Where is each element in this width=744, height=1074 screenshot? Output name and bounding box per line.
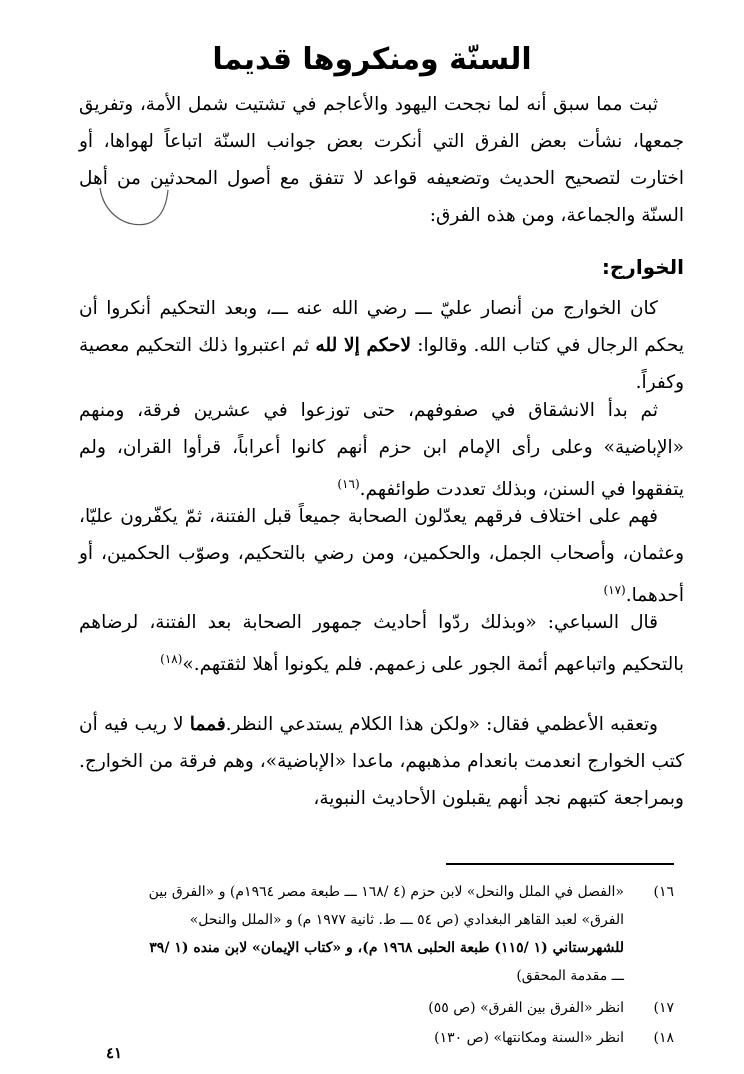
margin-pen-mark: [96, 184, 172, 230]
page-title: السنّة ومنكروها قديما: [212, 42, 532, 77]
paragraph-1: [79, 290, 684, 401]
paragraph-4: [79, 604, 684, 683]
footnote-18-number: ١٨): [653, 1030, 674, 1046]
footnote-16-line1: «الفصل في الملل والنحل» لابن حزم (٤ /١٦٨ ـــ طبعة مصر ١٩٦٤م) و «الفرق بين: [148, 884, 624, 900]
p4-text: قال السباعي: «وبذلك ردّوا أحاديث جمهور الصحابة بعد الفتنة، لرضاهم بالتحكيم واتباعهم أئمة الجور على زعمهم. فلم يكونوا أهلا لثقتهم.»: [79, 612, 684, 676]
p2-text: ثم بدأ الانشقاق في صفوفهم، حتى توزعوا في عشرين فرقة، ومنهم «الإباضية» وعلى رأى الإمام ابن حزم أنهم كانوا أعراباً، قرأوا القران، ولم يتفقهوا في السنن، وبذلك تعددت طوائفهم.: [79, 400, 684, 501]
footnote-16: [69, 878, 674, 990]
paragraph-5: [79, 706, 684, 817]
intro-text: ثبت مما سبق أنه لما نجحت اليهود والأعاجم في تشتيت شمل الأمة، وتفريق جمعها، نشأت بعض الفرق التي أنكرت بعض جوانب السنّة اتباعاً لهواها، أو اختارت لتصحيح الحديث وتضعيفه قواعد لا تتفق مع أصول المحدثين من أهل السنّة والجماعة، ومن هذه الفرق:: [79, 94, 684, 226]
p5-text-b: لا ريب فيه أن كتب الخوارج انعدمت بانعدام مذهبهم، ماعدا «الإباضية»، وهم فرقة من الخوارج. وبمراجعة كتبهم نجد أنهم يقبلون الأحاديث النبوية،: [79, 714, 684, 809]
p5-text-a: وتعقبه الأعظمي فقال: «ولكن هذا الكلام يستدعي النظر.: [225, 714, 658, 735]
footnote-18: [69, 1024, 674, 1052]
footnote-16-number: ١٦): [653, 884, 674, 900]
p1-text-a: كان الخوارج من أنصار عليّ ـــ رضي الله عنه ـــ، وبعد التحكيم أنكروا أن يحكم الرجال في كتاب الله. وقالوا:: [79, 298, 684, 356]
footnote-16-line3: للشهرستاني (١ /١١٥) طبعة الحلبى ١٩٦٨ م)، و «كتاب الإيمان» لابن منده (١ /٣٩: [149, 940, 624, 956]
p3-text: فهم على اختلاف فرقهم يعدّلون الصحابة جميعاً قبل الفتنة، ثمّ يكفّرون عليّا، وعثمان، وأصحاب الجمل، والحكمين، ومن رضي بالتحكيم، وصوّب الحكمين، أو أحدهما.: [79, 506, 684, 607]
footnote-ref-16: (١٦): [337, 477, 360, 491]
footnote-divider: [446, 863, 674, 865]
footnote-ref-18: (١٨): [160, 652, 183, 666]
paragraph-2: [79, 392, 684, 508]
footnote-ref-17: (١٧): [603, 583, 626, 597]
page-number: ٤١: [106, 1044, 123, 1062]
footnote-16-line4: ـــ مقدمة المحقق): [516, 968, 624, 984]
footnote-16-line2: الفرق» لعبد القاهر البغدادي (ص ٥٤ ـــ ط. ثانية ١٩٧٧ م) و «الملل والنحل»: [189, 912, 624, 928]
section-heading-khawarij: الخوارج:: [601, 255, 684, 279]
footnote-17-text: انظر «الفرق بين الفرق» (ص ٥٥): [428, 1000, 624, 1016]
p1-text-b: ثم اعتبروا ذلك التحكيم معصية وكفراً.: [79, 335, 684, 393]
footnote-18-text: انظر «السنة ومكانتها» (ص ١٣٠): [434, 1030, 624, 1046]
footnote-17: [69, 994, 674, 1022]
paragraph-3: [79, 498, 684, 614]
p5-bold: فمما: [189, 714, 226, 735]
footnote-17-number: ١٧): [653, 1000, 674, 1016]
p1-bold: لاحكم إلا لله: [315, 335, 412, 356]
